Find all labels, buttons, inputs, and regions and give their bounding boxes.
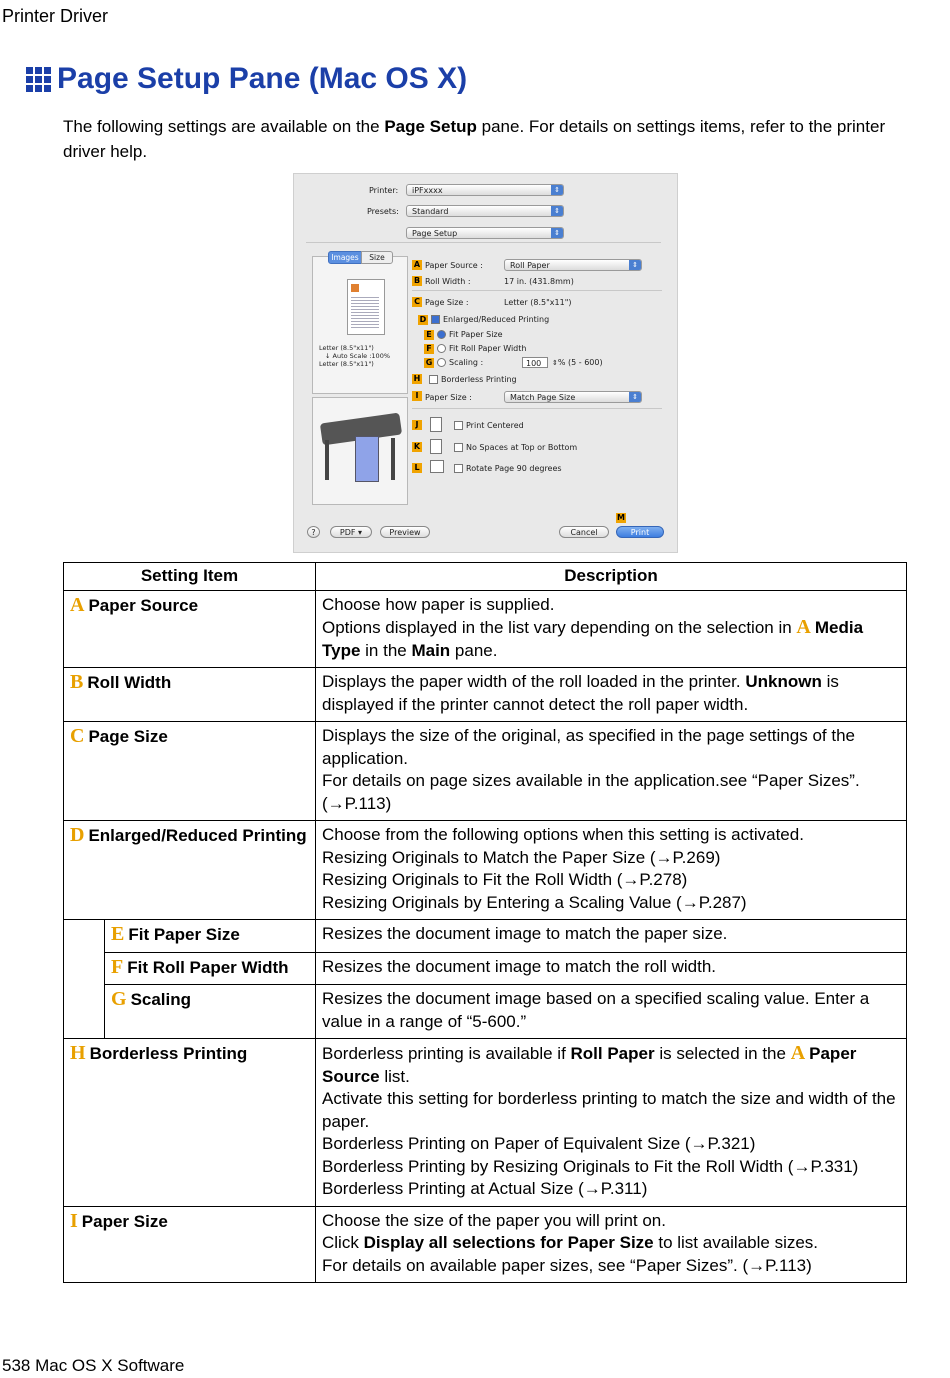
setting-cell — [64, 722, 316, 821]
column-header-setting: Setting Item — [64, 563, 316, 591]
settings-table — [63, 562, 907, 1283]
setting-letter: H — [70, 1042, 86, 1064]
description-cell: Resizes the document image to match the roll width. — [316, 952, 907, 985]
scaling-range — [552, 358, 603, 367]
print-centered-icon — [430, 417, 442, 432]
presets-popup[interactable] — [406, 205, 564, 217]
setting-letter: G — [111, 988, 127, 1010]
print-centered-label: Print Centered — [466, 421, 524, 430]
checkbox-checked-icon[interactable] — [431, 315, 440, 324]
description-text: list. — [379, 1066, 410, 1086]
print-centered-row[interactable] — [454, 421, 524, 430]
section-title — [26, 62, 467, 96]
description-line: Resizing Originals to Fit the Roll Width (→P.278) — [322, 870, 688, 889]
auto-scale-text: Auto Scale :100% — [332, 352, 390, 360]
no-spaces-label: No Spaces at Top or Bottom — [466, 443, 578, 452]
setting-label: Enlarged/Reduced Printing — [88, 826, 307, 845]
description-cell — [316, 1039, 907, 1207]
radio-icon[interactable] — [437, 358, 446, 367]
paper-source-value: Roll Paper — [510, 261, 550, 270]
rotate-row[interactable] — [454, 464, 562, 473]
tag-h: H — [413, 374, 421, 383]
no-spaces-row[interactable] — [454, 443, 577, 452]
thumbnail-lines — [351, 295, 379, 329]
chevron-down-icon: ⇕ — [551, 206, 563, 216]
chevron-down-icon: ⇕ — [629, 260, 641, 270]
setting-cell — [64, 1206, 316, 1283]
running-header: Printer Driver — [2, 6, 109, 26]
setting-letter: F — [111, 955, 124, 978]
fit-roll-radio-row[interactable] — [437, 344, 526, 353]
chevron-down-icon: ⇕ — [551, 228, 563, 238]
intro-text-1: The following settings are available on the — [63, 117, 385, 136]
tag-j: J — [412, 420, 422, 430]
description-line: For details on page sizes available in the application.see “Paper Sizes”. (→P.113) — [322, 771, 860, 813]
description-text: is displayed if the printer cannot detect the roll paper width. — [322, 672, 839, 714]
page-setup-dialog-screenshot — [293, 173, 678, 553]
table-row — [64, 920, 907, 953]
pane-value: Page Setup — [412, 229, 458, 238]
column-header-description: Description — [316, 563, 907, 591]
chevron-down-icon: ⇕ — [551, 185, 563, 195]
paper-source-popup[interactable] — [504, 259, 642, 271]
tag-d: D — [419, 315, 427, 324]
description-text: Displays the paper width of the roll loaded in the printer. — [322, 672, 746, 691]
description-line: Choose the size of the paper you will print on. — [322, 1210, 666, 1230]
printer-leg-left — [325, 440, 329, 480]
table-row — [64, 1039, 907, 1207]
printer-popup[interactable] — [406, 184, 564, 196]
table-row — [64, 722, 907, 821]
preview-text-3: Letter (8.5"x11") — [319, 360, 374, 368]
page-size-label: Page Size : — [425, 298, 469, 307]
description-text: Click — [322, 1233, 364, 1252]
checkbox-icon[interactable] — [454, 464, 463, 473]
printer-value: iPFxxxx — [412, 186, 443, 195]
intro-text-2: pane. For details on settings items, refer to the printer driver help. — [63, 117, 886, 161]
inline-letter: A — [796, 616, 811, 638]
table-row — [64, 821, 907, 920]
scaling-range-text: % (5 - 600) — [557, 358, 603, 367]
description-line — [322, 616, 900, 662]
description-cell — [316, 821, 907, 920]
setting-label: Fit Paper Size — [128, 925, 240, 944]
fit-paper-radio-row[interactable] — [437, 330, 503, 339]
setting-cell — [64, 668, 316, 722]
grid-icon — [26, 67, 51, 92]
indent-cell — [64, 920, 105, 1039]
page-size-value: Letter (8.5"x11") — [504, 298, 572, 307]
description-line: Activate this setting for borderless printing to match the size and width of the paper. — [322, 1089, 896, 1131]
scaling-label: Scaling : — [449, 358, 484, 367]
paper-source-label: Paper Source : — [425, 261, 483, 270]
fit-roll-label: Fit Roll Paper Width — [449, 344, 527, 353]
setting-label: Fit Roll Paper Width — [127, 957, 289, 977]
description-bold: Paper Source — [322, 1044, 857, 1086]
preview-text-1: Letter (8.5"x11") — [319, 344, 374, 352]
description-bold: Main — [411, 640, 451, 660]
table-row — [64, 668, 907, 722]
description-cell — [316, 722, 907, 821]
printer-paper — [355, 436, 379, 482]
setting-label: Roll Width — [87, 673, 172, 692]
table-row — [64, 985, 907, 1039]
borderless-checkbox-row[interactable] — [429, 375, 517, 384]
divider — [306, 242, 661, 243]
table-row — [64, 1206, 907, 1283]
section-title-text: Page Setup Pane (Mac OS X) — [57, 62, 468, 95]
description-line — [322, 1042, 900, 1088]
setting-label: Paper Size — [81, 1211, 168, 1231]
setting-cell — [64, 821, 316, 920]
presets-label: Presets: — [367, 207, 399, 216]
setting-label: Paper Source — [88, 595, 199, 615]
intro-paragraph — [63, 114, 893, 164]
tag-e: E — [424, 330, 434, 340]
tag-a: A — [413, 260, 421, 269]
inline-letter: A — [790, 1042, 806, 1064]
enlarged-checkbox-row[interactable] — [431, 315, 549, 324]
description-text: Options displayed in the list vary depending on the selection in — [322, 618, 797, 637]
table-row — [64, 590, 907, 668]
setting-cell — [105, 985, 316, 1039]
setting-cell — [105, 920, 316, 953]
tag-k: K — [413, 442, 421, 451]
description-text: in the — [360, 640, 412, 660]
page-thumbnail — [347, 279, 385, 335]
rotate-page-icon — [430, 460, 444, 473]
paper-size-label: Paper Size : — [425, 393, 472, 402]
description-text: is selected in the — [654, 1044, 791, 1063]
page-footer: 538 Mac OS X Software — [2, 1356, 185, 1375]
intro-bold: Page Setup — [384, 117, 477, 136]
setting-letter: A — [70, 593, 85, 616]
description-line: Resizing Originals by Entering a Scaling Value (→P.287) — [322, 892, 747, 912]
tag-g: G — [425, 358, 433, 367]
radio-icon[interactable] — [437, 344, 446, 353]
chevron-down-icon: ⇕ — [629, 392, 641, 402]
thumbnail-image — [351, 284, 359, 292]
no-spaces-icon — [430, 439, 442, 454]
paper-size-popup[interactable] — [504, 391, 642, 403]
description-bold: Display all selections for Paper Size — [363, 1233, 654, 1252]
setting-cell — [64, 1039, 316, 1207]
tag-b: B — [413, 276, 421, 285]
stepper-icon[interactable]: ⇕ — [552, 359, 558, 367]
table-header-row — [64, 563, 907, 591]
scaling-input[interactable]: 100 — [522, 357, 548, 368]
setting-letter: E — [111, 923, 125, 945]
setting-letter: I — [70, 1209, 78, 1232]
printer-leg-right — [391, 438, 395, 480]
description-line: Displays the size of the original, as specified in the page settings of the application. — [322, 726, 855, 768]
roll-width-label: Roll Width : — [425, 277, 471, 286]
printer-illustration — [312, 397, 408, 505]
description-cell — [316, 668, 907, 722]
divider — [412, 290, 662, 291]
setting-letter: C — [70, 725, 85, 747]
checkbox-icon[interactable] — [429, 375, 438, 384]
divider — [412, 408, 662, 409]
paper-size-value: Match Page Size — [510, 393, 576, 402]
description-bold: Unknown — [745, 672, 822, 691]
setting-letter: D — [70, 824, 85, 846]
presets-value: Standard — [412, 207, 449, 216]
enlarged-label: Enlarged/Reduced Printing — [443, 315, 550, 324]
setting-label: Borderless Printing — [89, 1044, 248, 1063]
tab-images[interactable]: Images — [328, 251, 362, 264]
preview-text-2: ↓ Auto Scale :100% — [325, 352, 390, 360]
description-text: pane. — [450, 640, 498, 660]
setting-cell — [64, 590, 316, 668]
setting-letter: B — [70, 671, 84, 693]
description-cell — [316, 1206, 907, 1283]
description-line: Choose how paper is supplied. — [322, 594, 555, 614]
description-line: For details on available paper sizes, see “Paper Sizes”. (→P.113) — [322, 1255, 812, 1275]
fit-paper-label: Fit Paper Size — [449, 330, 503, 339]
description-text: to list available sizes. — [653, 1233, 819, 1252]
printer-label: Printer: — [369, 186, 399, 195]
pdf-button[interactable]: PDF ▾ — [330, 526, 372, 538]
tag-f: F — [424, 344, 434, 354]
description-line: Choose from the following options when this setting is activated. — [322, 825, 804, 844]
description-bold: Roll Paper — [570, 1044, 655, 1063]
print-button[interactable]: Print — [616, 526, 664, 538]
setting-label: Scaling — [130, 990, 192, 1009]
preview-panel — [312, 256, 408, 394]
checkbox-icon[interactable] — [454, 443, 463, 452]
pane-popup[interactable] — [406, 227, 564, 239]
tag-c: C — [412, 297, 422, 307]
description-line: Borderless Printing by Resizing Originals to Fit the Roll Width (→P.331) — [322, 1156, 859, 1176]
tag-m: M — [617, 513, 625, 522]
preview-button[interactable]: Preview — [380, 526, 430, 538]
tag-l: L — [412, 463, 422, 473]
cancel-button[interactable]: Cancel — [559, 526, 609, 538]
tab-size[interactable]: Size — [361, 251, 393, 264]
roll-width-value: 17 in. (431.8mm) — [504, 277, 574, 286]
checkbox-icon[interactable] — [454, 421, 463, 430]
radio-selected-icon[interactable] — [437, 330, 446, 339]
table-row — [64, 952, 907, 985]
description-line — [322, 1232, 900, 1255]
setting-cell — [105, 952, 316, 985]
borderless-label: Borderless Printing — [441, 375, 517, 384]
description-line: Resizing Originals to Match the Paper Size (→P.269) — [322, 847, 721, 867]
description-text: Borderless printing is available if — [322, 1044, 571, 1063]
description-cell — [316, 590, 907, 668]
description-line: Borderless Printing at Actual Size (→P.311) — [322, 1179, 648, 1198]
description-cell: Resizes the document image to match the paper size. — [316, 920, 907, 953]
tag-i: I — [412, 391, 422, 401]
scaling-radio-row[interactable] — [437, 358, 483, 367]
setting-label: Page Size — [88, 727, 168, 746]
description-line: Borderless Printing on Paper of Equivalent Size (→P.321) — [322, 1134, 756, 1153]
help-button[interactable]: ? — [307, 526, 320, 538]
description-cell: Resizes the document image based on a specified scaling value. Enter a value in a range of “5-600.” — [316, 985, 907, 1039]
rotate-label: Rotate Page 90 degrees — [466, 464, 562, 473]
description-bold: Media Type — [322, 618, 864, 660]
